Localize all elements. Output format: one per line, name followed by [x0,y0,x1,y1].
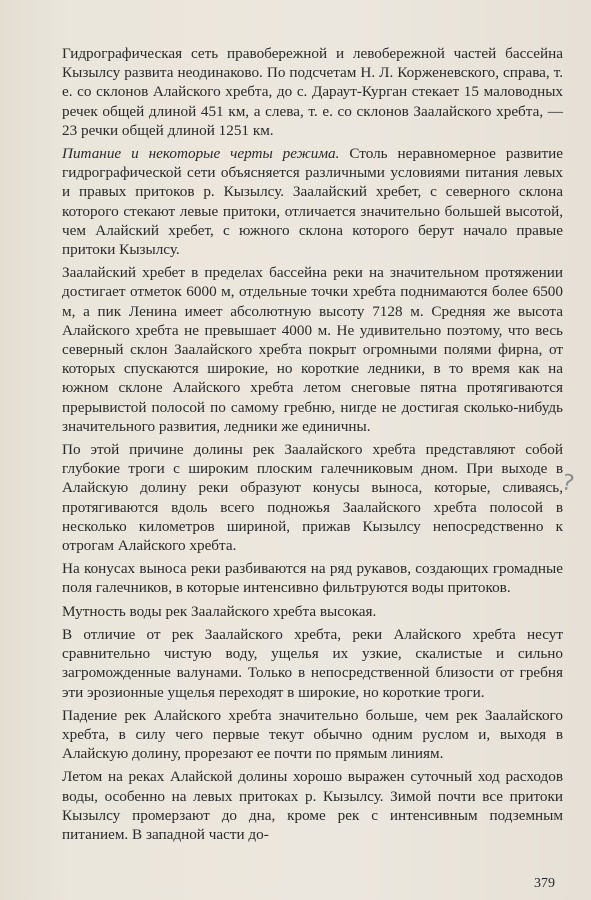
paragraph-8 [62,706,563,764]
paragraph-text: Столь неравномерное развитие гидрографической сети объясняется различными условиями питания левых и правых притоков р. Кызылсу. Заалайский хребет, с северного склона которого стекают левые притоки, отличается значительно большей высотой, чем Алайский хребет, с южного склона которого берут начало правые притоки Кызылсу. [62,145,563,259]
paragraph-lead-italic: Питание и некоторые черты режима. [62,145,340,163]
paragraph-text: По этой причине долины рек Заалайского хребта представляют собой глубокие троги с широким плоским галечниковым дном. При выходе в Алайскую долину реки образуют конусы выноса, которые, сливаясь, протягиваются вдоль всего подножья Заалайского хребта полосой в несколько километров шириной, прижав Кызылсу непосредственно к отрогам Алайского хребта. [62,441,563,555]
paragraph-text: Гидрографическая сеть правобережной и левобережной частей бассейна Кызылсу развита неодинаково. По подсчетам Н. Л. Корженевского, справа, т. е. со склонов Алайского хребта, до с. Дараут-Курган стекает 15 маловодных речек общей длиной 451 км, а слева, т. е. со склонов Заалайского хребта, — 23 речки общей длиной 1251 км. [62,45,563,139]
paragraph-9 [62,767,563,844]
paragraph-5 [62,559,563,597]
paragraph-text: Заалайский хребет в пределах бассейна реки на значительном протяжении достигает отметок 6000 м, отдельные точки хребта поднимаются более 6500 м, а пик Ленина имеет абсолютную высоту 7128 м. Средняя же высота Алайского хребта не превышает 4000 м. Не удивительно поэтому, что весь северный склон Заалайского хребта покрыт огромными полями фирна, от которых спускаются широкие, но короткие ледники, в то время как на южном склоне Алайского хребта летом снеговые пятна протягиваются прерывистой полосой по самому гребню, нигде не достигая сколько-нибудь значительного развития, ледники же единичны. [62,264,563,435]
paragraph-text: Мутность воды рек Заалайского хребта высокая. [62,602,377,620]
handwritten-margin-mark: ? [559,470,577,497]
paragraph-2 [62,144,563,259]
paragraph-text: На конусах выноса реки разбиваются на ряд рукавов, создающих громадные поля галечников, в которые интенсивно фильтруются воды притоков. [62,560,563,597]
page-number: 379 [534,876,555,891]
paragraph-4 [62,440,563,555]
paragraph-6 [62,602,563,621]
paragraph-text: Падение рек Алайского хребта значительно больше, чем рек Заалайского хребта, в силу чего первые текут обычно одним руслом и, выходя в Алайскую долину, прорезают ее почти по прямым линиям. [62,706,563,763]
paragraph-7 [62,625,563,702]
paragraph-1 [62,44,563,140]
paragraph-text: В отличие от рек Заалайского хребта, реки Алайского хребта несут сравнительно чистую воду, ущелья их узкие, скалистые и сильно загроможденные валунами. Только в непосредственной близости от гребня эти эрозионные ущелья переходят в широкие, но короткие троги. [62,625,563,701]
paragraph-text: Летом на реках Алайской долины хорошо выражен суточный ход расходов воды, особенно на левых притоках р. Кызылсу. Зимой почти все притоки Кызылсу промерзают до дна, кроме рек с интенсивным подземным питанием. В западной части до- [62,768,563,843]
paragraph-3 [62,263,563,436]
